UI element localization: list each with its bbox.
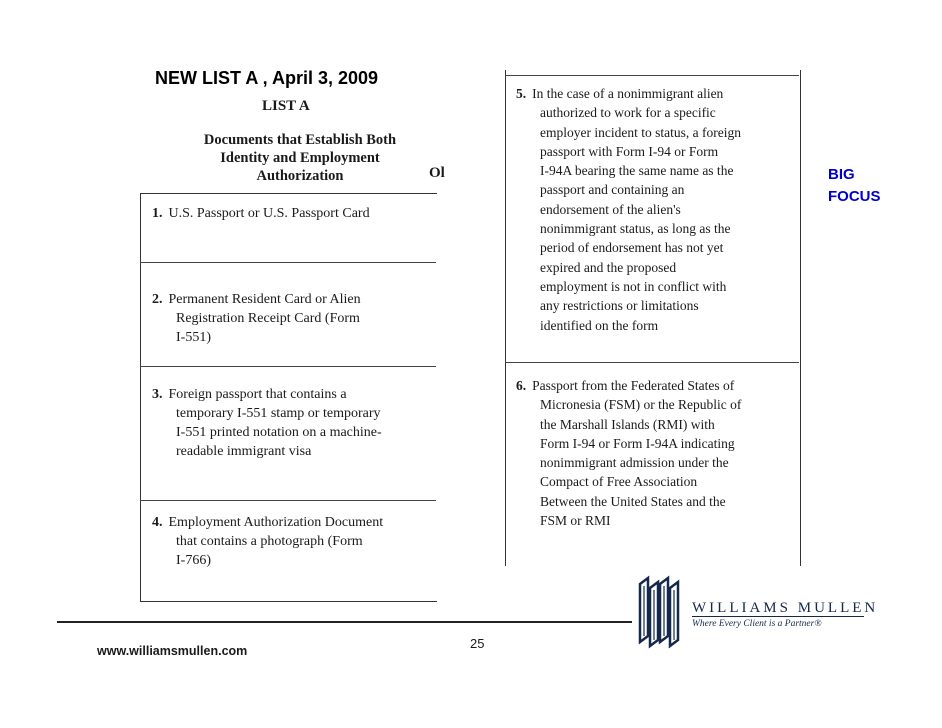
item-line: that contains a photograph (Form	[176, 534, 363, 549]
divider	[140, 500, 436, 501]
item-number: 6.	[516, 378, 527, 393]
item-line: employer incident to status, a foreign	[540, 124, 741, 140]
list-item	[516, 84, 741, 335]
page-number: 25	[470, 636, 485, 651]
item-line: In the case of a nonimmigrant alien	[532, 86, 724, 101]
divider	[140, 366, 436, 367]
item-line: employment is not in conflict with	[540, 278, 727, 294]
list-item	[152, 513, 383, 570]
item-line: Between the United States and the	[540, 493, 726, 509]
divider	[505, 362, 799, 363]
item-line: I-551)	[176, 330, 211, 345]
annotation-line: BIG	[828, 166, 855, 183]
item-line: I-551 printed notation on a machine-	[176, 425, 382, 440]
item-line: U.S. Passport or U.S. Passport Card	[168, 206, 370, 221]
item-line: Micronesia (FSM) or the Republic of	[540, 397, 742, 413]
item-line: endorsement of the alien's	[540, 201, 681, 217]
list-item	[152, 204, 370, 223]
divider	[140, 262, 436, 263]
list-item	[152, 385, 382, 461]
list-heading: LIST A	[262, 98, 310, 114]
item-number: 3.	[152, 387, 163, 402]
item-line: passport with Form I-94 or Form	[540, 143, 719, 159]
item-line: Permanent Resident Card or Alien	[168, 292, 361, 307]
item-line: Passport from the Federated States of	[532, 378, 735, 393]
item-line: Employment Authorization Document	[168, 515, 384, 530]
item-number: 5.	[516, 86, 527, 101]
slide-title: NEW LIST A , April 3, 2009	[155, 68, 379, 88]
divider	[505, 75, 799, 76]
item-line: I-766)	[176, 553, 211, 568]
item-line: nonimmigrant status, as long as the	[540, 221, 731, 237]
doc-title-line: Authorization	[256, 168, 344, 184]
big-focus-annotation	[828, 164, 881, 208]
item-line: Compact of Free Association	[540, 474, 698, 490]
item-line: identified on the form	[540, 317, 659, 333]
item-number: 2.	[152, 292, 163, 307]
item-line: passport and containing an	[540, 182, 685, 198]
document-category-title	[165, 131, 435, 185]
item-line: nonimmigrant admission under the	[540, 455, 729, 471]
item-line: I-94A bearing the same name as the	[540, 163, 734, 179]
footer-rule	[57, 621, 647, 623]
doc-title-line: Documents that Establish Both	[203, 132, 397, 148]
item-line: readable immigrant visa	[176, 444, 312, 459]
list-item	[516, 376, 741, 530]
annotation-line: FOCUS	[828, 188, 881, 205]
item-line: temporary I-551 stamp or temporary	[176, 406, 381, 421]
logo-tagline: Where Every Client is a Partner®	[692, 619, 822, 629]
list-item	[152, 290, 361, 347]
item-line: any restrictions or limitations	[540, 298, 699, 314]
item-line: period of endorsement has not yet	[540, 240, 724, 256]
item-line: the Marshall Islands (RMI) with	[540, 416, 715, 432]
item-number: 4.	[152, 515, 163, 530]
item-line: FSM or RMI	[540, 513, 611, 529]
logo-wordmark: WILLIAMS MULLEN	[692, 600, 879, 616]
item-line: Form I-94 or Form I-94A indicating	[540, 435, 735, 451]
item-line: Foreign passport that contains a	[168, 387, 347, 402]
item-line: expired and the proposed	[540, 259, 677, 275]
doc-title-line: Identity and Employment	[220, 150, 380, 166]
item-number: 1.	[152, 206, 163, 221]
logo-rule	[692, 616, 864, 617]
item-line: Registration Receipt Card (Form	[176, 311, 360, 326]
item-line: authorized to work for a specific	[540, 105, 716, 121]
logo-mark-icon	[636, 574, 688, 650]
or-fragment: Ol	[429, 165, 445, 181]
footer-url[interactable]: www.williamsmullen.com	[97, 644, 248, 658]
